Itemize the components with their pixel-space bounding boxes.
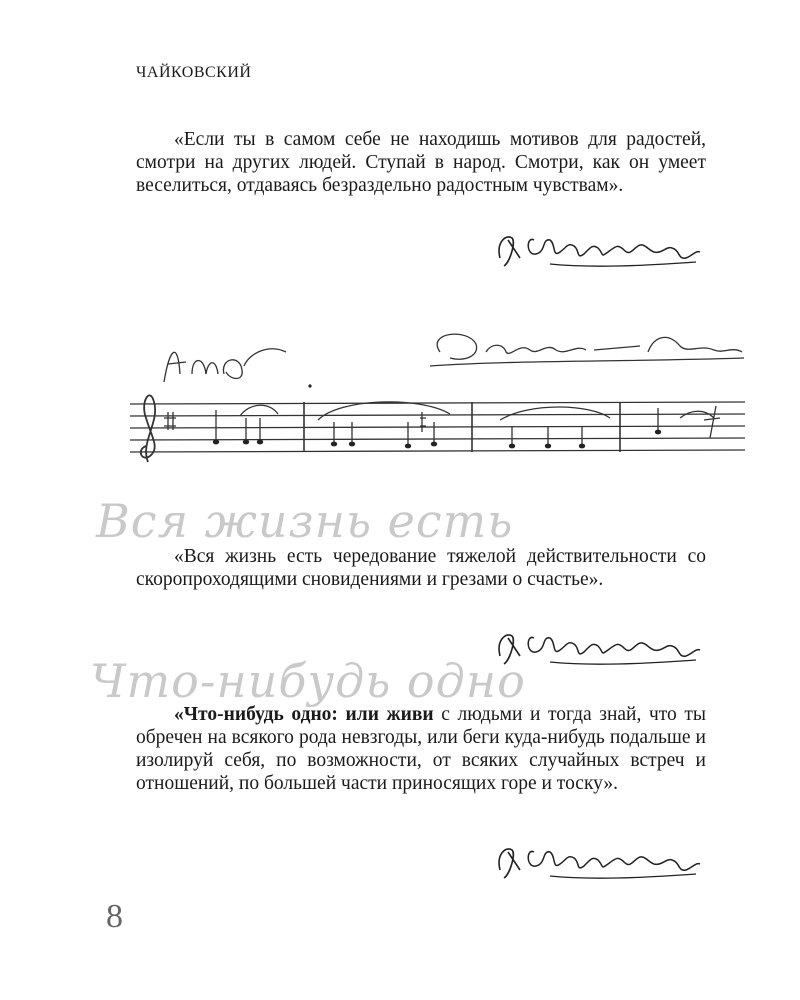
signature-image-1 [490, 228, 705, 272]
watermark-handwriting-2: Что-нибудь одно [90, 654, 526, 708]
page-number: 8 [106, 898, 123, 935]
watermark-handwriting-1: Вся жизнь есть [96, 494, 514, 548]
quote-3-bold-lead: «Что-нибудь одно: или живи [174, 704, 434, 725]
quote-1: «Если ты в самом себе не находишь мотивов для радостей, смотри на других людей. Ступай в народ. Смотри, как он умеет веселиться, отдаваясь безраздельно радостным чувствам». [136, 129, 706, 196]
quote-3 [136, 703, 706, 795]
quote-3-rest: с людьми и тогда знай, что ты обречен на всякого рода невзгоды, или беги куда-нибудь подальше и изолируй себя, по возможности, от всяких случайных встреч и отношений, по большей части приносящих горе и тоску». [136, 704, 706, 794]
running-head: ЧАЙКОВСКИЙ [136, 64, 252, 81]
signature-image-3 [490, 840, 705, 884]
music-score-image [120, 322, 750, 490]
quote-2: «Вся жизнь есть чередование тяжелой действительности со скоропроходящими сновидениями и грезами о счастье». [136, 546, 706, 590]
